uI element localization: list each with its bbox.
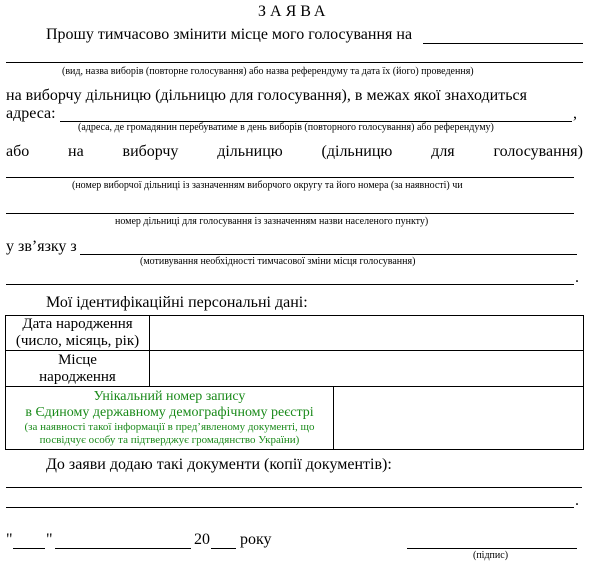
attachments-field-line-2[interactable] bbox=[6, 507, 574, 508]
address-comma: , bbox=[573, 105, 577, 122]
hint-address: (адреса, де громадянин перебуватиме в день виборів (повторного голосування) або референдуму) bbox=[78, 122, 494, 133]
election-name-field-line-2[interactable] bbox=[6, 62, 583, 63]
intro-text: Прошу тимчасово змінити місце мого голосування на bbox=[46, 26, 413, 43]
attachments-heading: До заяви додаю такі документи (копії документів): bbox=[46, 456, 392, 473]
date-quote-open: " bbox=[6, 531, 13, 548]
or-word: або bbox=[6, 143, 30, 160]
document-title: ЗАЯВА bbox=[258, 3, 330, 20]
date-day-field[interactable] bbox=[13, 548, 45, 549]
reason-field-line-2[interactable] bbox=[6, 284, 574, 285]
date-year-field[interactable] bbox=[211, 548, 236, 549]
station-number-field-line[interactable] bbox=[6, 177, 574, 178]
birth-place-label bbox=[6, 351, 150, 387]
table-row bbox=[6, 351, 584, 387]
or-station-line bbox=[6, 143, 583, 161]
or-word: голосування) bbox=[493, 143, 583, 160]
table-row bbox=[6, 387, 584, 450]
or-word: (дільницю bbox=[321, 143, 393, 160]
reason-label: у зв’язку з bbox=[6, 238, 77, 255]
year-prefix: 20 bbox=[194, 531, 210, 548]
unique-number-input[interactable] bbox=[334, 387, 584, 450]
unique-line-1: Унікальний номер запису bbox=[93, 389, 246, 404]
or-word: на bbox=[68, 143, 84, 160]
year-word: року bbox=[240, 531, 272, 548]
reason-period: . bbox=[575, 269, 579, 286]
birth-date-label: Дата народження (число, місяць, рік) bbox=[6, 316, 150, 351]
personal-data-table bbox=[5, 315, 584, 450]
unique-number-label bbox=[6, 387, 334, 450]
date-month-field[interactable] bbox=[55, 548, 191, 549]
table-row bbox=[6, 316, 584, 351]
signature-field[interactable] bbox=[407, 548, 577, 549]
attachments-field-line[interactable] bbox=[6, 487, 582, 488]
birth-place-input[interactable] bbox=[150, 351, 584, 387]
attachments-period: . bbox=[575, 492, 579, 509]
unique-line-2: в Єдиному державному демографічному реєстрі bbox=[25, 405, 314, 420]
reason-field-line[interactable] bbox=[80, 254, 577, 255]
or-word: для bbox=[431, 143, 455, 160]
or-word: дільницю bbox=[217, 143, 283, 160]
or-word: виборчу bbox=[122, 143, 179, 160]
unique-note: (за наявності такої інформації в пред’явленому документі, що посвідчує особу та підтверджує громадянство України) bbox=[24, 421, 315, 446]
address-label: адреса: bbox=[6, 105, 56, 122]
hint-election: (вид, назва виборів (повторне голосування) або назва референдуму та дата їх (його) проведення) bbox=[62, 66, 474, 77]
hint-reason: (мотивування необхідності тимчасової зміни місця голосування) bbox=[140, 256, 416, 267]
hint-station-2: номер дільниці для голосування із зазначенням назви населеного пункту) bbox=[115, 216, 429, 227]
to-station-text: на виборчу дільницю (дільницю для голосування), в межах якої знаходиться bbox=[6, 87, 527, 104]
birth-place-label-text: Місце народження bbox=[39, 351, 116, 385]
personal-data-heading: Мої ідентифікаційні персональні дані: bbox=[46, 294, 308, 311]
birth-date-input[interactable] bbox=[150, 316, 584, 351]
signature-hint: (підпис) bbox=[473, 550, 509, 561]
date-quote-close: " bbox=[46, 531, 53, 548]
election-name-field-line[interactable] bbox=[423, 43, 583, 44]
hint-station-1: (номер виборчої дільниці із зазначенням виборчого округу та його номера (за наявності) чи bbox=[72, 180, 463, 191]
station-number-field-line-2[interactable] bbox=[6, 213, 574, 214]
